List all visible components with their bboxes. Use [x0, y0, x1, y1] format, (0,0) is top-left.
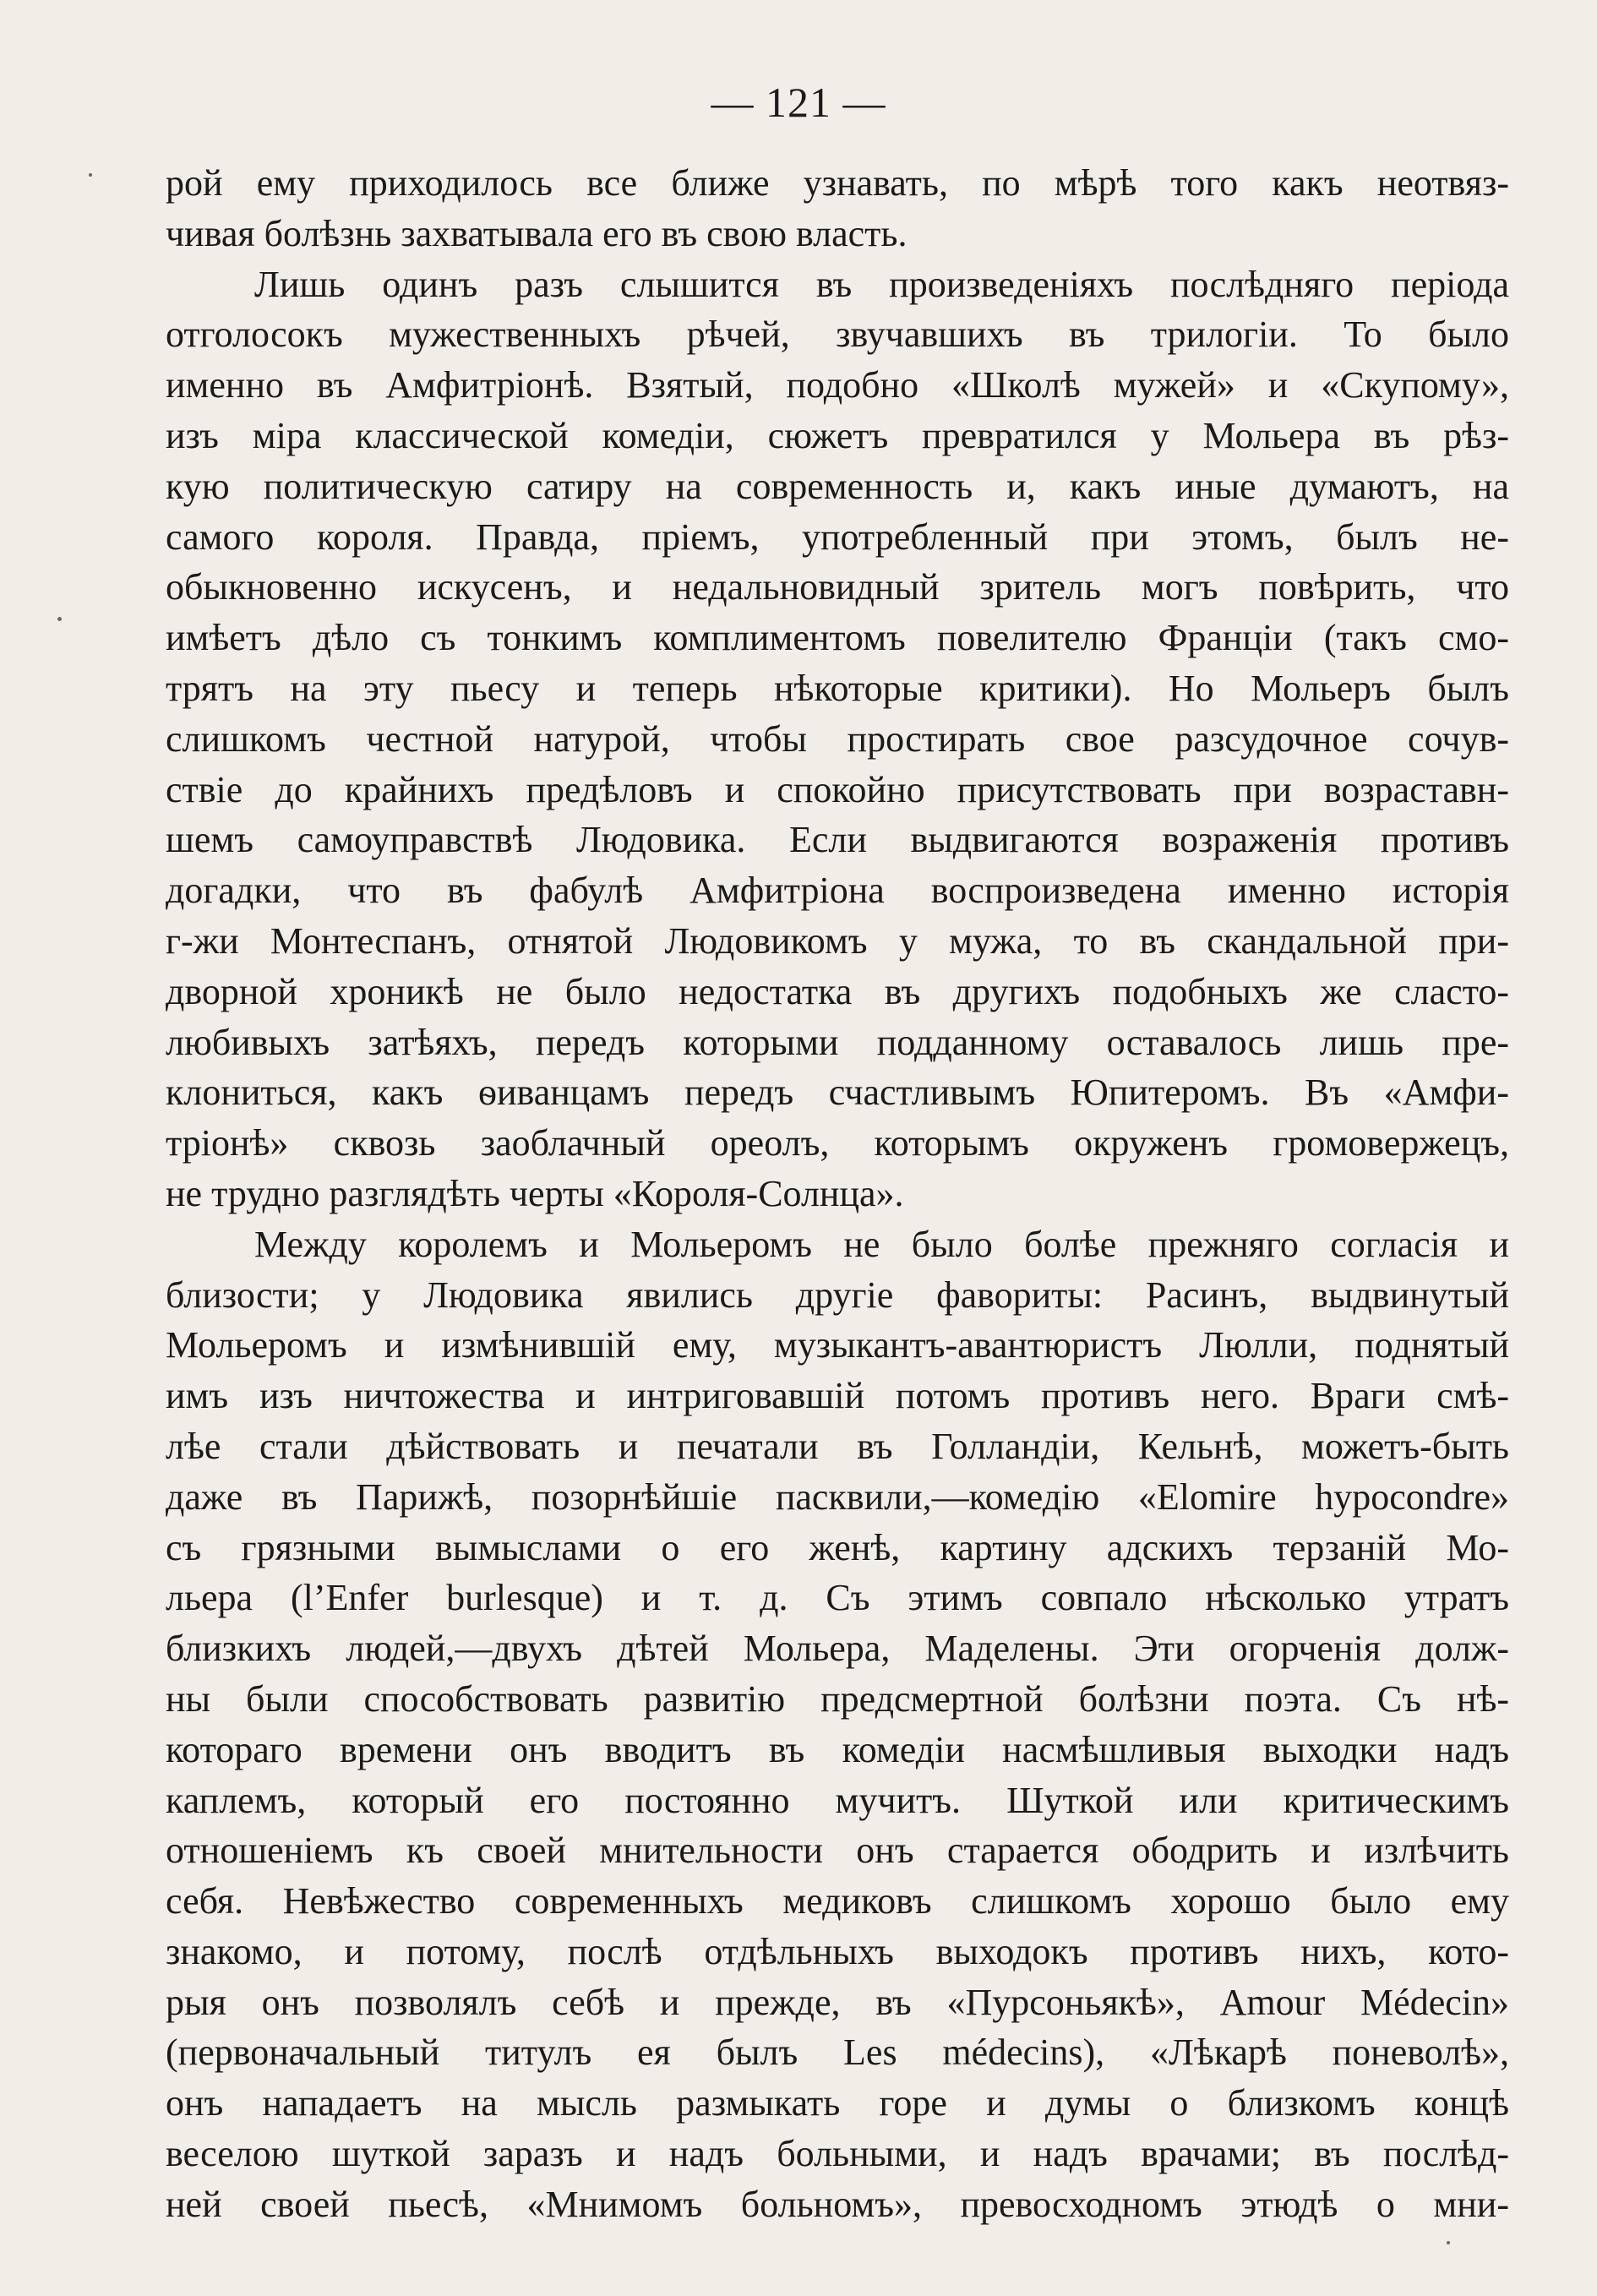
text-line: котораго времени онъ вводитъ въ комедіи насмѣшливыя выходки надъ	[166, 1728, 1509, 1770]
text-line: шемъ самоуправствѣ Людовика. Если выдвигаются возраженія противъ	[166, 819, 1509, 861]
text-line: даже въ Парижѣ, позорнѣйшіе пасквили,—комедію «Elomire hypocondre»	[166, 1475, 1509, 1518]
text-line: имъ изъ ничтожества и интриговавшій потомъ противъ него. Враги смѣ-	[166, 1375, 1509, 1417]
text-line: клониться, какъ ѳиванцамъ передъ счастливымъ Юпитеромъ. Въ «Амфи-	[166, 1072, 1509, 1114]
text-line: чивая болѣзнь захватывала его въ свою власть.	[166, 212, 908, 254]
text-line: тріонѣ» сквозь заоблачный ореолъ, которымъ окруженъ громовержецъ,	[166, 1122, 1509, 1164]
text-line: догадки, что въ фабулѣ Амфитріона воспроизведена именно исторія	[166, 870, 1509, 912]
text-line: г-жи Монтеспанъ, отнятой Людовикомъ у мужа, то въ скандальной при-	[166, 919, 1509, 962]
page-number: — 121 —	[711, 79, 886, 126]
text-line: Между королемъ и Мольеромъ не было болѣе прежняго согласія и	[254, 1223, 1509, 1265]
paper-speck	[57, 617, 62, 621]
text-line: каплемъ, который его постоянно мучитъ. Шуткой или критическимъ	[166, 1779, 1509, 1821]
paper-speck	[1447, 2241, 1450, 2244]
text-line: слишкомъ честной натурой, чтобы простирать свое разсудочное сочув-	[166, 717, 1509, 760]
body-text	[166, 158, 1509, 2230]
text-line: кую политическую сатиру на современность и, какъ иные думаютъ, на	[166, 465, 1509, 507]
text-line: лѣе стали дѣйствовать и печатали въ Голландіи, Кельнѣ, можетъ-быть	[166, 1425, 1509, 1467]
text-line: ны были способствовать развитію предсмертной болѣзни поэта. Съ нѣ-	[166, 1677, 1509, 1720]
text-line: себя. Невѣжество современныхъ медиковъ слишкомъ хорошо было ему	[166, 1880, 1509, 1922]
text-line: рыя онъ позволялъ себѣ и прежде, въ «Пурсоньякѣ», Amour Médecin»	[166, 1981, 1509, 2023]
text-line: отголосокъ мужественныхъ рѣчей, звучавшихъ въ трилогіи. То было	[166, 314, 1509, 356]
text-line: близости; у Людовика явились другіе фавориты: Расинъ, выдвинутый	[166, 1273, 1509, 1316]
text-line: трятъ на эту пьесу и теперь нѣкоторые критики). Но Мольеръ былъ	[166, 667, 1509, 709]
text-line: (первоначальный титулъ ея былъ Les médecins), «Лѣкарѣ поневолѣ»,	[166, 2031, 1509, 2074]
text-line: рой ему приходилось все ближе узнавать, по мѣрѣ того какъ неотвяз-	[166, 162, 1509, 204]
text-line: самого короля. Правда, пріемъ, употребленный при этомъ, былъ не-	[166, 515, 1509, 558]
text-line: Мольеромъ и измѣнившій ему, музыкантъ-авантюристъ Люлли, поднятый	[166, 1324, 1509, 1366]
text-line: близкихъ людей,—двухъ дѣтей Мольера, Маделены. Эти огорченія долж-	[166, 1628, 1509, 1670]
text-line: знакомо, и потому, послѣ отдѣльныхъ выходокъ противъ нихъ, кото-	[166, 1930, 1509, 1972]
text-line: имѣетъ дѣло съ тонкимъ комплиментомъ повелителю Франціи (такъ смо-	[166, 617, 1509, 659]
text-line: Лишь одинъ разъ слышится въ произведеніяхъ послѣдняго періода	[254, 263, 1509, 305]
text-line: ней своей пьесѣ, «Мнимомъ больномъ», превосходномъ этюдѣ о мни-	[166, 2183, 1509, 2225]
text-line: съ грязными вымыслами о его женѣ, картину адскихъ терзаній Мо-	[166, 1526, 1509, 1568]
text-line: веселою шуткой заразъ и надъ больными, и надъ врачами; въ послѣд-	[166, 2133, 1509, 2175]
text-line: льера (l’Enfer burlesque) и т. д. Съ этимъ совпало нѣсколько утратъ	[166, 1577, 1509, 1619]
text-line: ствіе до крайнихъ предѣловъ и спокойно присутствовать при возраставн-	[166, 768, 1509, 810]
text-line: онъ нападаетъ на мысль размыкать горе и думы о близкомъ концѣ	[166, 2082, 1509, 2124]
text-line: не трудно разглядѣть черты «Короля-Солнца».	[166, 1172, 904, 1214]
text-line: обыкновенно искусенъ, и недальновидный зритель могъ повѣрить, что	[166, 566, 1509, 608]
text-line: именно въ Амфитріонѣ. Взятый, подобно «Школѣ мужей» и «Скупому»,	[166, 364, 1509, 406]
paper-speck	[89, 173, 92, 177]
text-line: любивыхъ затѣяхъ, передъ которыми подданному оставалось лишь пре-	[166, 1021, 1509, 1063]
text-line: изъ міра классической комедіи, сюжетъ превратился у Мольера въ рѣз-	[166, 414, 1509, 456]
text-line: отношеніемъ къ своей мнительности онъ старается ободрить и излѣчить	[166, 1830, 1509, 1872]
text-line: дворной хроникѣ не было недостатка въ другихъ подобныхъ же сласто-	[166, 970, 1509, 1012]
